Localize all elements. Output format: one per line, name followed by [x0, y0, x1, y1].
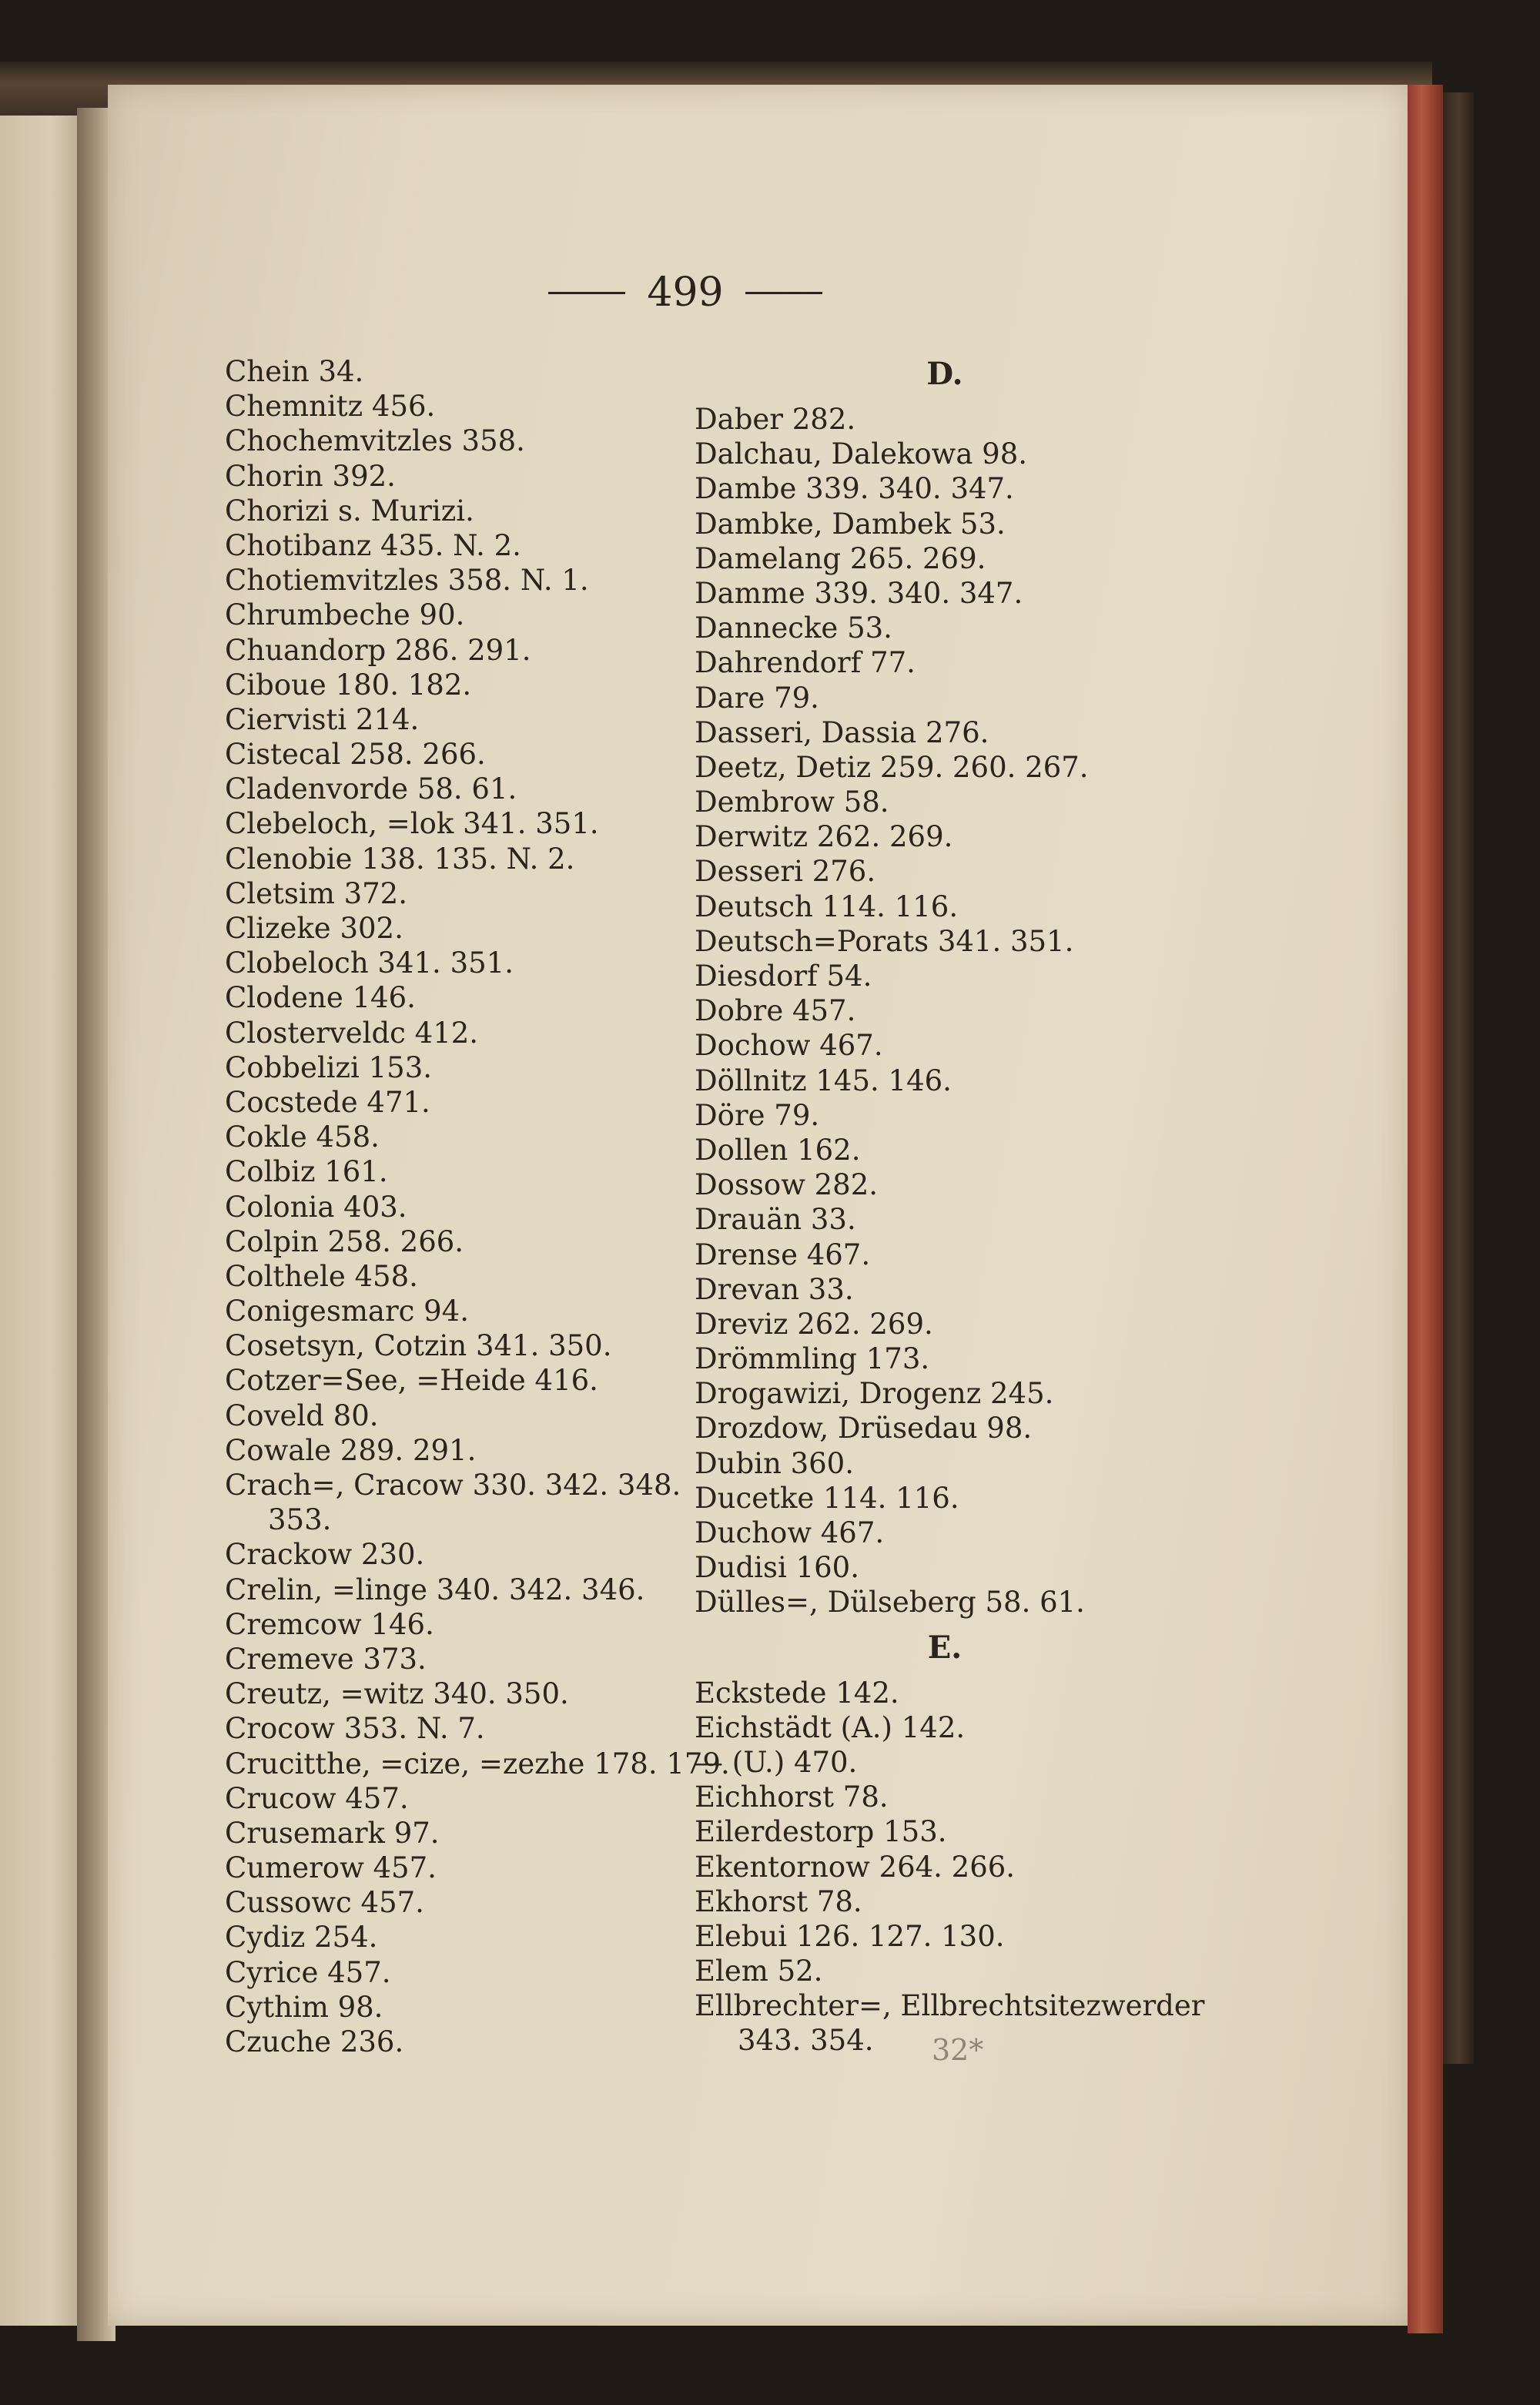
index-entry: Cladenvorde 58. 61. [225, 772, 517, 806]
index-entry: Closterveldc 412. [225, 1016, 479, 1050]
index-entry: Cokle 458. [225, 1120, 380, 1154]
index-entry: Colpin 258. 266. [225, 1224, 464, 1258]
index-entry: Desseri 276. [695, 855, 876, 889]
index-entry: Crocow 353. N. 7. [225, 1712, 485, 1746]
index-entry: Eichhorst 78. [695, 1780, 889, 1814]
index-entry: Cyrice 457. [225, 1955, 391, 1989]
index-entry: Chochemvitzles 358. [225, 424, 525, 458]
index-entry: Cussowc 457. [225, 1886, 424, 1920]
cover-edge [1443, 92, 1474, 2064]
index-entry: Döllnitz 145. 146. [695, 1063, 952, 1097]
index-entry: Dubin 360. [695, 1446, 854, 1480]
index-entry: Drömmling 173. [695, 1342, 930, 1376]
index-entry: Clobeloch 341. 351. [225, 946, 514, 980]
index-entry: Dudisi 160. [695, 1551, 859, 1585]
index-entry: Eilerdestorp 153. [695, 1815, 947, 1849]
index-entry: Dembrow 58. [695, 785, 889, 819]
index-entry: — (U.) 470. [695, 1745, 858, 1779]
index-entry: Ekentornow 264. 266. [695, 1850, 1016, 1884]
index-entry: Chotibanz 435. N. 2. [225, 528, 521, 562]
index-entry: Cocstede 471. [225, 1085, 430, 1119]
index-entry: Elebui 126. 127. 130. [695, 1919, 1005, 1953]
index-entry: Diesdorf 54. [695, 960, 872, 993]
index-entry: Clodene 146. [225, 981, 416, 1015]
page-number: 499 [647, 270, 724, 316]
index-entry: Drauän 33. [695, 1203, 856, 1237]
index-column-left [225, 354, 730, 2059]
index-column-right [695, 347, 1226, 2058]
index-entry: Cydiz 254. [225, 1921, 378, 1954]
index-entry: Eichstädt (A.) 142. [695, 1710, 966, 1744]
index-entry: Dossow 282. [695, 1168, 879, 1202]
index-entry: Crackow 230. [225, 1538, 425, 1572]
index-entry: Elem 52. [695, 1954, 823, 1988]
index-entry: Drense 467. [695, 1238, 871, 1271]
index-entry: Cosetsyn, Cotzin 341. 350. [225, 1329, 612, 1363]
index-entry: Derwitz 262. 269. [695, 820, 953, 854]
index-entry: Cobbelizi 153. [225, 1050, 432, 1084]
index-entry: Creutz, =witz 340. 350. [225, 1677, 569, 1711]
index-entry: Conigesmarc 94. [225, 1295, 469, 1328]
index-entry: Drozdow, Drüsedau 98. [695, 1412, 1033, 1445]
index-entry: Dasseri, Dassia 276. [695, 715, 989, 749]
index-entry: Chorin 392. [225, 459, 396, 493]
header-rule-left [548, 292, 625, 294]
index-entry: Dollen 162. [695, 1133, 861, 1167]
index-entry: Dobre 457. [695, 994, 856, 1028]
index-entry: Chorizi s. Murizi. [225, 494, 474, 528]
index-entry: Crusemark 97. [225, 1816, 440, 1850]
index-entry: 343. 354. [738, 2024, 874, 2058]
index-entry: Cremeve 373. [225, 1642, 427, 1676]
index-entry: Chein 34. [225, 355, 364, 388]
index-entry: Ellbrechter=, Ellbrechtsitezwerder [695, 1989, 1205, 2023]
index-entry: Dahrendorf 77. [695, 646, 916, 680]
index-entry: Cythim 98. [225, 1990, 383, 2024]
index-entry: Damme 339. 340. 347. [695, 576, 1023, 610]
index-entry: Ciboue 180. 182. [225, 668, 472, 702]
index-entry: Clenobie 138. 135. N. 2. [225, 842, 575, 876]
signature-mark: 32* [932, 2033, 984, 2067]
index-entry: Cotzer=See, =Heide 416. [225, 1364, 598, 1398]
index-entry: Ciervisti 214. [225, 702, 420, 736]
index-entry: Deutsch 114. 116. [695, 889, 959, 923]
index-entry: Daber 282. [695, 403, 856, 436]
index-entry: Colbiz 161. [225, 1155, 388, 1189]
index-entry: Eckstede 142. [695, 1676, 899, 1710]
index-entry: Cletsim 372. [225, 876, 407, 910]
index-entry: Dülles=, Dülseberg 58. 61. [695, 1586, 1085, 1620]
index-entry: Dreviz 262. 269. [695, 1307, 933, 1341]
index-entry: Drogawizi, Drogenz 245. [695, 1377, 1054, 1411]
index-entry: Duchow 467. [695, 1516, 885, 1549]
index-entry: Clebeloch, =lok 341. 351. [225, 807, 599, 841]
index-entry: Cremcow 146. [225, 1607, 434, 1641]
index-entry: Dannecke 53. [695, 611, 892, 645]
index-entry: Czuche 236. [225, 2025, 404, 2058]
page-header [524, 262, 847, 323]
page-edge [1408, 85, 1443, 2333]
index-entry: Cowale 289. 291. [225, 1433, 477, 1467]
index-entry: Chrumbeche 90. [225, 598, 465, 632]
index-entry: Cistecal 258. 266. [225, 738, 486, 772]
index-entry: Damelang 265. 269. [695, 541, 986, 575]
index-entry: Ekhorst 78. [695, 1884, 862, 1918]
index-entry: Colonia 403. [225, 1190, 407, 1224]
index-entry: 353. [268, 1503, 332, 1537]
index-entry: Crelin, =linge 340. 342. 346. [225, 1573, 645, 1606]
index-entry: Dambke, Dambek 53. [695, 507, 1006, 541]
index-entry: Crucow 457. [225, 1781, 409, 1815]
index-entry: Deutsch=Porats 341. 351. [695, 924, 1074, 958]
index-entry: Dalchau, Dalekowa 98. [695, 437, 1028, 471]
index-entry: Crucitthe, =cize, =zezhe 178. 179. [225, 1747, 730, 1780]
index-entry: Dambe 339. 340. 347. [695, 472, 1014, 506]
left-page [0, 116, 83, 2326]
index-entry: Drevan 33. [695, 1272, 854, 1306]
section-heading: E. [927, 1629, 962, 1666]
header-rule-right [745, 292, 822, 294]
index-entry: Dochow 467. [695, 1029, 883, 1063]
index-entry: Ducetke 114. 116. [695, 1481, 959, 1515]
index-entry: Deetz, Detiz 259. 260. 267. [695, 750, 1089, 784]
index-entry: Dare 79. [695, 681, 819, 715]
index-entry: Chemnitz 456. [225, 390, 436, 424]
section-heading: D. [926, 356, 963, 392]
index-entry: Döre 79. [695, 1098, 820, 1132]
index-entry: Chotiemvitzles 358. N. 1. [225, 564, 589, 598]
index-entry: Crach=, Cracow 330. 342. 348. [225, 1469, 681, 1502]
index-entry: Cumerow 457. [225, 1851, 437, 1885]
index-entry: Chuandorp 286. 291. [225, 633, 531, 667]
index-entry: Coveld 80. [225, 1398, 379, 1432]
index-entry: Colthele 458. [225, 1259, 418, 1293]
index-entry: Clizeke 302. [225, 912, 403, 945]
